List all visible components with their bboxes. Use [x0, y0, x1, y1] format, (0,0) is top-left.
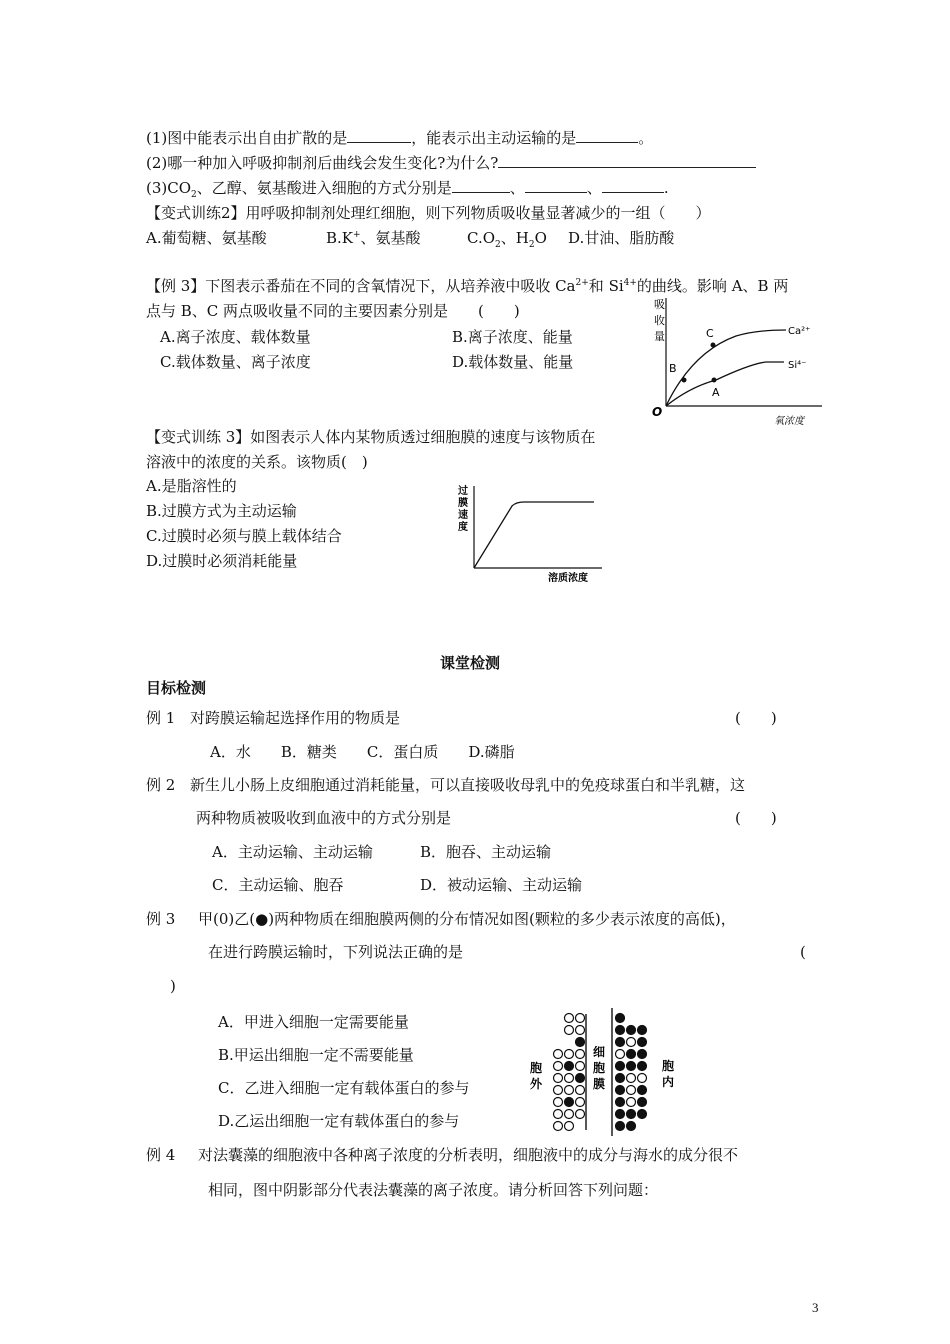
- series-label-ca: Ca²⁺: [788, 326, 811, 337]
- answer-blank[interactable]: [498, 153, 756, 168]
- outside-particles: [554, 1014, 585, 1131]
- particle-filled: [616, 1038, 625, 1047]
- variant3-option-b[interactable]: B.过膜方式为主动运输: [146, 502, 297, 520]
- particle-filled: [616, 1086, 625, 1095]
- test2-option-a[interactable]: A．主动运输、主动运输: [212, 843, 373, 861]
- test4-number: 例 4: [146, 1146, 176, 1164]
- variant2-option-d[interactable]: D.甘油、脂肪酸: [568, 229, 675, 247]
- particle-open: [576, 1086, 585, 1095]
- membrane-label-char: 细: [593, 1045, 606, 1059]
- particle-open: [576, 1050, 585, 1059]
- particle-filled: [616, 1110, 625, 1119]
- particle-filled: [627, 1050, 636, 1059]
- test3-stem-line2: 在进行跨膜运输时，下列说法正确的是: [208, 943, 464, 961]
- y-axis-label-char: 度: [458, 522, 468, 533]
- test1-number: 例 1: [146, 709, 176, 727]
- rate-curve: [474, 502, 594, 568]
- test2-option-d[interactable]: D．被动运输、主动运输: [420, 876, 583, 894]
- particle-open: [554, 1110, 563, 1119]
- particle-filled: [616, 1062, 625, 1071]
- test1-stem: 对跨膜运输起选择作用的物质是: [190, 709, 401, 727]
- q1-line3: $(3)CO_2$、乙醇、氨基酸进入细胞的方式分别是 、 、 .: [146, 179, 669, 200]
- particle-open: [565, 1014, 574, 1023]
- variant3-option-c[interactable]: C.过膜时必须与膜上载体结合: [146, 527, 342, 545]
- particle-filled: [638, 1050, 647, 1059]
- particle-filled: [638, 1038, 647, 1047]
- y-axis-label-char: 收: [654, 314, 665, 327]
- particle-open: [565, 1122, 574, 1131]
- particle-open: [616, 1050, 625, 1059]
- q1-line1: (1)图中能表示出自由扩散的是 ，能表示出主动运输的是 。: [146, 129, 654, 147]
- x-axis-label: 氧浓度: [774, 416, 804, 427]
- particle-filled: [616, 1098, 625, 1107]
- particle-filled: [616, 1014, 625, 1023]
- particle-open: [638, 1074, 647, 1083]
- particle-open: [576, 1014, 585, 1023]
- answer-blank[interactable]: [602, 178, 664, 193]
- test2-stem-line2: 两种物质被吸收到血液中的方式分别是: [196, 809, 452, 827]
- particle-filled: [638, 1086, 647, 1095]
- particle-filled: [627, 1026, 636, 1035]
- page-number: 3: [812, 1300, 819, 1315]
- particle-filled: [576, 1074, 585, 1083]
- ca-curve: [666, 330, 786, 406]
- particle-open: [554, 1062, 563, 1071]
- particle-open: [576, 1110, 585, 1119]
- inside-label-char: 内: [662, 1075, 675, 1089]
- particle-open: [554, 1098, 563, 1107]
- test3-stem-line1: 甲(0)乙(●)两种物质在细胞膜两侧的分布情况如图(颗粒的多少表示浓度的高低)，: [198, 910, 736, 928]
- particle-open: [565, 1074, 574, 1083]
- test3-option-a[interactable]: A．甲进入细胞一定需要能量: [218, 1013, 409, 1031]
- particle-open: [627, 1098, 636, 1107]
- particle-open: [565, 1086, 574, 1095]
- particle-filled: [616, 1122, 625, 1131]
- test2-number: 例 2: [146, 776, 176, 794]
- test3-paren-close: ): [170, 977, 176, 995]
- point-label-a: A: [712, 386, 720, 399]
- particle-filled: [638, 1062, 647, 1071]
- test3-number: 例 3: [146, 910, 176, 928]
- particle-open: [565, 1026, 574, 1035]
- particle-filled: [565, 1062, 574, 1071]
- particle-filled: [616, 1026, 625, 1035]
- particle-open: [576, 1062, 585, 1071]
- particle-open: [554, 1074, 563, 1083]
- particle-open: [576, 1026, 585, 1035]
- outside-label-char: 胞: [530, 1061, 543, 1075]
- particle-open: [565, 1050, 574, 1059]
- y-axis-label-char: 过: [458, 486, 468, 497]
- variant3-option-d[interactable]: D.过膜时必须消耗能量: [146, 552, 298, 570]
- particle-filled: [638, 1026, 647, 1035]
- inside-label-char: 胞: [662, 1059, 675, 1073]
- variant2-option-c[interactable]: $C.O_2$、$H_2O$: [467, 229, 547, 250]
- particle-filled: [638, 1098, 647, 1107]
- point-label-b: B: [669, 362, 677, 375]
- particle-open: [627, 1038, 636, 1047]
- particle-filled: [638, 1110, 647, 1119]
- y-axis-label-char: 膜: [458, 498, 468, 509]
- example3-option-d[interactable]: D.载体数量、能量: [452, 353, 574, 371]
- variant2-option-b[interactable]: B.K+、氨基酸: [326, 229, 421, 247]
- point-a: [712, 378, 717, 383]
- y-axis-label-char: 速: [458, 510, 468, 521]
- variant3-stem-line1: 【变式训练 3】如图表示人体内某物质透过细胞膜的速度与该物质在: [146, 428, 596, 446]
- test1-answer-paren[interactable]: ( ): [735, 709, 777, 727]
- variant2-option-a[interactable]: A.葡萄糖、氨基酸: [146, 229, 267, 247]
- particle-open: [627, 1074, 636, 1083]
- variant3-stem-line2: 溶液中的浓度的关系。该物质( ): [146, 453, 368, 471]
- test2-option-b[interactable]: B．胞吞、主动运输: [420, 843, 552, 861]
- test2-stem-line1: 新生儿小肠上皮细胞通过消耗能量，可以直接吸收母乳中的免疫球蛋白和半乳糖，这: [190, 776, 746, 794]
- particle-filled: [627, 1122, 636, 1131]
- test2-answer-paren[interactable]: ( ): [735, 809, 777, 827]
- test2-option-c[interactable]: C．主动运输、胞吞: [212, 876, 344, 894]
- test1-options[interactable]: A．水 B．糖类 C．蛋白质 D.磷脂: [210, 743, 515, 761]
- example3-stem-line1: 【例 3】下图表示番茄在不同的含氧情况下，从培养液中吸收 $Ca^{2+}$和 $Si^{4+}$的曲线。影响 A、B 两: [146, 277, 789, 295]
- particle-filled: [616, 1074, 625, 1083]
- test3-option-c[interactable]: C．乙进入细胞一定有载体蛋白的参与: [218, 1079, 470, 1097]
- section-title: 课堂检测: [440, 654, 501, 672]
- test3-option-d[interactable]: D.乙运出细胞一定有载体蛋白的参与: [218, 1112, 460, 1130]
- test4-stem-line1: 对法囊藻的细胞液中各种离子浓度的分析表明，细胞液中的成分与海水的成分很不: [198, 1146, 739, 1164]
- inside-particles: [616, 1014, 647, 1131]
- test3-option-b[interactable]: B.甲运出细胞一定不需要能量: [218, 1046, 414, 1064]
- section-subtitle: 目标检测: [146, 679, 207, 697]
- particle-open: [554, 1050, 563, 1059]
- outside-label-char: 外: [530, 1077, 543, 1091]
- particle-filled: [565, 1098, 574, 1107]
- membrane-label-char: 膜: [593, 1077, 606, 1091]
- y-axis-label-char: 吸: [654, 298, 665, 311]
- oxygen-absorption-chart: [646, 292, 826, 430]
- variant3-option-a[interactable]: A.是脂溶性的: [146, 477, 237, 495]
- example3-option-c[interactable]: C.载体数量、离子浓度: [160, 353, 311, 371]
- y-axis-label-char: 量: [654, 330, 665, 343]
- membrane-particle-diagram: [526, 1008, 696, 1138]
- point-b: [682, 378, 687, 383]
- particle-open: [554, 1086, 563, 1095]
- point-label-c: C: [706, 327, 714, 340]
- origin-label: O: [652, 405, 663, 419]
- q1-line2: (2)哪一种加入呼吸抑制剂后曲线会发生变化?为什么?: [146, 153, 756, 173]
- series-label-si: Si⁴⁻: [788, 360, 807, 371]
- point-c: [711, 343, 716, 348]
- particle-open: [554, 1122, 563, 1131]
- x-axis-label: 溶质浓度: [548, 573, 588, 584]
- particle-open: [627, 1086, 636, 1095]
- example3-stem-line2: 点与 B、C 两点吸收量不同的主要因素分别是 ( ): [146, 302, 520, 320]
- particle-filled: [627, 1062, 636, 1071]
- answer-blank[interactable]: [347, 128, 411, 143]
- particle-filled: [627, 1110, 636, 1119]
- example3-option-a[interactable]: A.离子浓度、载体数量: [160, 328, 311, 346]
- transport-rate-chart: [454, 482, 606, 584]
- test3-paren-open: (: [800, 943, 806, 961]
- particle-open: [576, 1098, 585, 1107]
- particle-filled: [576, 1038, 585, 1047]
- variant2-stem: 【变式训练2】用呼吸抑制剂处理红细胞，则下列物质吸收量显著减少的一组（ ）: [146, 204, 711, 222]
- answer-blank[interactable]: [525, 178, 587, 193]
- answer-blank[interactable]: [452, 178, 510, 193]
- membrane-label-char: 胞: [593, 1061, 606, 1075]
- answer-blank[interactable]: [576, 128, 638, 143]
- example3-option-b[interactable]: B.离子浓度、能量: [452, 328, 573, 346]
- si-curve: [666, 362, 784, 406]
- test4-stem-line2: 相同，图中阴影部分代表法囊藻的离子浓度。请分析回答下列问题：: [208, 1181, 659, 1199]
- particle-open: [565, 1110, 574, 1119]
